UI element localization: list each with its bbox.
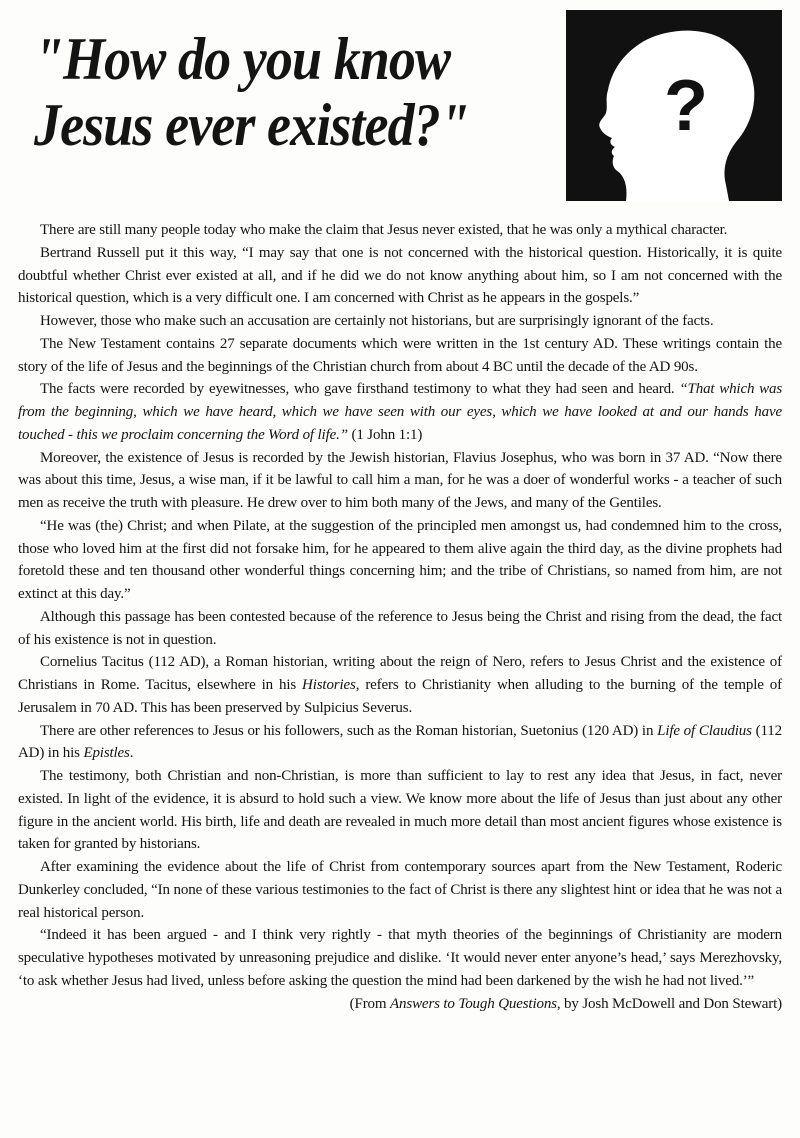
italic-text: “That which was from the beginning, which we have heard, which we have seen with our eyes, which we have looked at and our hands have touched - this we proclaim concerning the Word of life.”: [18, 381, 783, 443]
head-silhouette-question-mark-icon: [566, 10, 782, 201]
text-segment: “He was (the) Christ; and when Pilate, at the suggestion of the principled men amongst us, had condemned him to the cross, those who loved him at the first did not forsake him, for he appeared to them alive again the third day, as the divine prophets had foretold these and ten thousand other wonderful things concerning him; and the tribe of Christians, so named from him, are not extinct at this day.”: [18, 517, 782, 602]
text-segment: There are still many people today who make the claim that Jesus never existed, that he was only a mythical character.: [40, 222, 728, 238]
paragraph: [18, 651, 782, 719]
title-line-1: "How do you know: [34, 26, 451, 92]
italic-text: Histories: [302, 677, 356, 693]
text-segment: (From: [349, 995, 391, 1012]
text-segment: (112 AD) in his: [18, 722, 782, 762]
text-segment: The facts were recorded by eyewitnesses, who gave firsthand testimony to what they had seen and heard.: [40, 381, 680, 398]
text-segment: The testimony, both Christian and non-Christian, is more than sufficient to lay to rest any idea that Jesus, in fact, never existed. In light of the evidence, it is absurd to hold such a view. We know more about the life of Jesus than just about any other figure in the ancient world. His birth, life and death are revealed in much more detail than most ancient figures whose existence is taken for granted by historians.: [18, 768, 782, 853]
paragraph: [18, 856, 782, 924]
title-line-2: Jesus ever existed?": [34, 92, 469, 158]
text-segment: There are other references to Jesus or his followers, such as the Roman historian, Suetonius (120 AD) in: [40, 722, 658, 739]
paragraph: [18, 765, 782, 856]
source-citation: [18, 993, 782, 1016]
text-segment: The New Testament contains 27 separate documents which were written in the 1st century AD. These writings contain the story of the life of Jesus and the beginnings of the Christian church from about 4 BC until the decade of the AD 90s.: [18, 335, 782, 375]
paragraph: [18, 242, 782, 310]
paragraph: [18, 924, 782, 992]
paragraph: [18, 310, 782, 333]
text-segment: (1 John 1:1): [347, 426, 423, 443]
text-segment: Cornelius Tacitus (112 AD), a Roman historian, writing about the reign of Nero, refers to Jesus Christ and the existence of Christians in Rome. Tacitus, elsewhere in his: [18, 654, 782, 693]
text-segment: However, those who make such an accusation are certainly not historians, but are surprisingly ignorant of the facts.: [40, 313, 714, 329]
text-segment: “Indeed it has been argued - and I think very rightly - that myth theories of the beginnings of Christianity are modern speculative hypotheses motivated by unreasoning prejudice and dislike. ‘It would never enter anyone’s head,’ says Merezhovsky, ‘to ask whether Jesus had lived, unless before asking the question the mind had been darkened by the wish he had not lived.’”: [18, 927, 782, 989]
italic-text: Life of Claudius: [657, 722, 752, 739]
page-title: [34, 26, 511, 158]
article-body: [18, 219, 782, 1015]
text-segment: .: [129, 745, 134, 762]
svg-text:?: ?: [664, 66, 708, 146]
text-segment: Bertrand Russell put it this way, “I may say that one is not concerned with the historical question. Historically, it is quite doubtful whether Christ ever existed at all, and if he did we do not know anything about him, so I am not concerned with the historical question, which is a very difficult one. I am concerned with Christ as he appears in the gospels.”: [18, 244, 782, 307]
paragraph: [18, 515, 782, 606]
text-segment: Moreover, the existence of Jesus is recorded by the Jewish historian, Flavius Josephus, who was born in 37 AD. “Now there was about this time, Jesus, a wise man, if it be lawful to call him a man, for he was a doer of wonderful works - a teacher of such men as receive the truth with pleasure. He drew over to him both many of the Jews, and many of the Gentiles.: [18, 449, 782, 511]
text-segment: After examining the evidence about the life of Christ from contemporary sources apart from the New Testament, Roderic Dunkerley concluded, “In none of these various testimonies to the fact of Christ is there any slightest hint or idea that he was not a real historical person.: [18, 859, 782, 921]
text-segment: , refers to Christianity when alluding to the burning of the temple of Jerusalem in 70 AD. This has been preserved by Sulpicius Severus.: [18, 677, 782, 716]
paragraph: [18, 378, 782, 446]
italic-text: Answers to Tough Questions: [390, 995, 557, 1012]
paragraph: [18, 219, 782, 242]
text-segment: Although this passage has been contested because of the reference to Jesus being the Christ and rising from the dead, the fact of his existence is not in question.: [18, 608, 782, 648]
paragraph: [18, 333, 782, 379]
italic-text: Epistles: [83, 745, 130, 762]
paragraph: [18, 606, 782, 652]
paragraph: [18, 720, 782, 766]
paragraph: [18, 447, 782, 515]
text-segment: , by Josh McDowell and Don Stewart): [556, 995, 782, 1012]
